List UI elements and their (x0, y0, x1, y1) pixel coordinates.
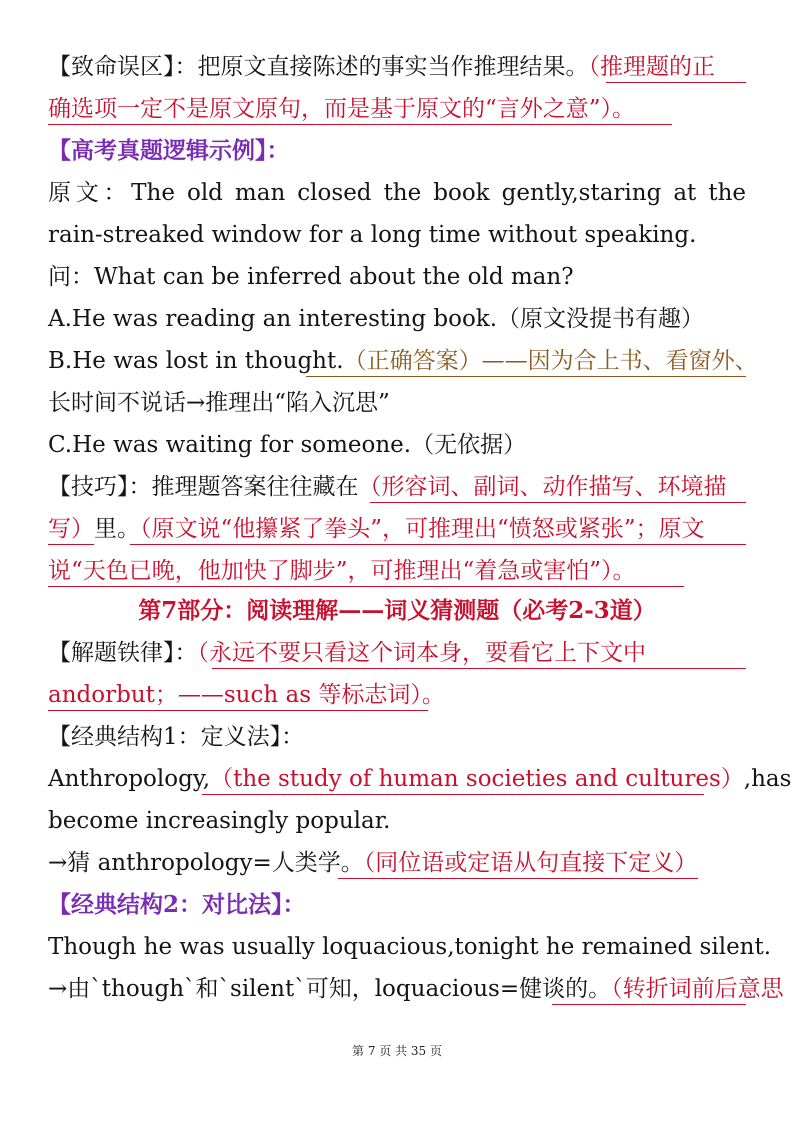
guess-2 (48, 974, 784, 1004)
underline (48, 710, 428, 711)
original-text-line-1: 原文：The old man closed the book gently,staring at the (48, 180, 746, 206)
red-note: （原文说“他攥紧了拳头”，可推理出“愤怒或紧张”；原文 (140, 516, 705, 542)
option-c: C.He was waiting for someone.（无依据） (48, 432, 527, 458)
guess-text: →猜 anthropology=人类学。 (48, 850, 364, 876)
option-b (48, 346, 758, 376)
underline (202, 794, 704, 795)
red-note: （永远不要只看这个词本身，要看它上下文中 (197, 640, 646, 666)
underline (48, 586, 684, 587)
red-note: （形容词、副词、动作描写、环境描 (358, 474, 727, 500)
structure-2-heading: 【经典结构2：对比法】： (48, 891, 306, 918)
original-text-line-2: rain-streaked window for a long time without speaking. (48, 222, 697, 248)
part-7-title: 第7部分：阅读理解——词义猜测题（必考2-3道） (138, 597, 656, 624)
example-text: Anthropology, (48, 766, 211, 792)
fatal-mistake-heading: 【致命误区】：把原文直接陈述的事实当作推理结果。 (48, 54, 589, 80)
example-1-line-1 (48, 764, 792, 794)
brown-note: （正确答案）——因为合上书、看窗外、 (343, 348, 758, 374)
option-a: A.He was reading an interesting book.（原文没提书有趣） (48, 306, 705, 332)
red-note: （推理题的正 (588, 54, 715, 80)
underline (338, 878, 698, 879)
red-note: （the study of human societies and cultures） (210, 766, 744, 792)
underline (370, 502, 746, 503)
option-b-continued: 长时间不说话→推理出“陷入沉思” (48, 390, 390, 416)
underline (130, 544, 746, 545)
question-line: 问：What can be inferred about the old man? (48, 264, 574, 290)
tip-line-3: 说“天色已晚，他加快了脚步”，可推理出“着急或害怕”）。 (48, 558, 636, 584)
heading-text: 【高考真题逻辑示例】： (48, 137, 290, 164)
tip-heading: 【技巧】：推理题答案往往藏在 (48, 474, 359, 500)
option-b-text: B.He was lost in thought. (48, 348, 344, 374)
red-note: 写） (48, 516, 94, 542)
underline (48, 544, 94, 545)
plain-text: 里。 (94, 516, 140, 542)
red-note: 确选项一定不是原文原句，而是基于原文的“言外之意”）。 (48, 96, 636, 122)
underline (306, 376, 746, 377)
rule-line-2: andorbut；——such as 等标志词）。 (48, 682, 445, 708)
red-note: （同位语或定语从句直接下定义） (363, 850, 698, 876)
underline (48, 124, 672, 125)
underline (212, 668, 746, 669)
underline (552, 1004, 746, 1005)
tip-line-2 (48, 514, 746, 544)
structure-1-heading: 【经典结构1：定义法】： (48, 724, 305, 750)
example-2-line: Though he was usually loquacious,tonight he remained silent. (48, 934, 772, 960)
guess-1 (48, 848, 746, 878)
underline (606, 82, 746, 83)
rule-heading: 【解题铁律】： (48, 640, 198, 666)
section-heading-gaokao (48, 136, 746, 166)
line-2 (48, 94, 746, 124)
guess-text: →由`though`和`silent`可知，loquacious=健谈的。 (48, 976, 612, 1002)
example-1-line-2: become increasingly popular. (48, 808, 391, 834)
line-1 (48, 52, 746, 82)
page-footer: 第 7 页 共 35 页 (352, 1044, 442, 1058)
example-text: ,has (743, 766, 792, 792)
rule-line-1 (48, 638, 746, 668)
tip-line-1 (48, 472, 746, 502)
red-note: （转折词前后意思 (611, 976, 784, 1002)
